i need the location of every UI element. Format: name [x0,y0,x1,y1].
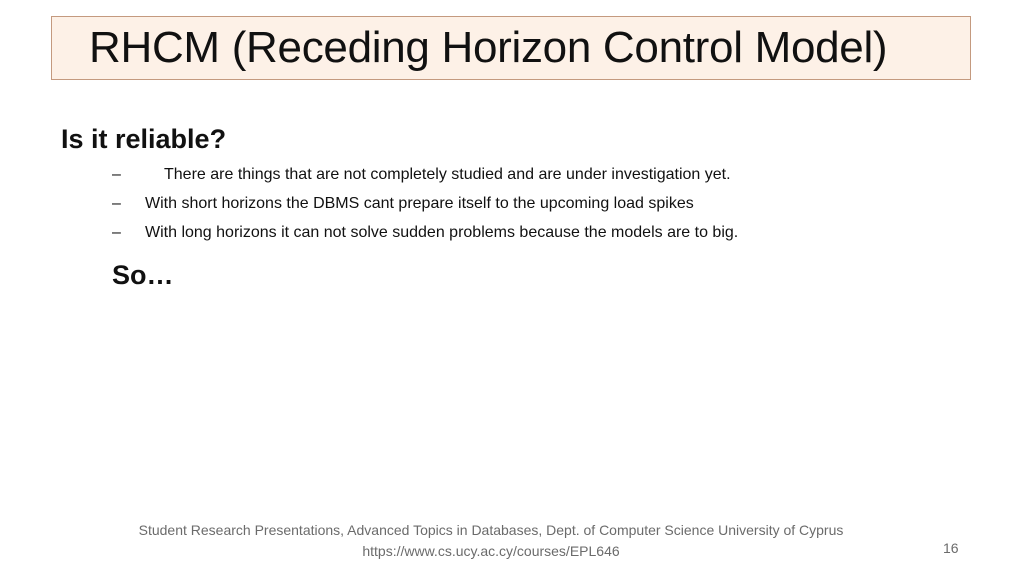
bullet-dash: – [112,224,121,241]
conclusion-text: So… [112,260,174,290]
footer-credit: Student Research Presentations, Advanced Topics in Databases, Dept. of Computer Science University of Cyprus [138,522,844,538]
bullet-item [0,166,1024,192]
slide-title-box [51,16,971,80]
bullet-dash: – [112,195,121,212]
footer-url: https://www.cs.ucy.ac.cy/courses/EPL646 [362,543,620,559]
bullet-text: With short horizons the DBMS cant prepare itself to the upcoming load spikes [145,195,694,212]
page-number: 16 [943,540,959,556]
bullet-dash: – [112,166,121,183]
section-heading: Is it reliable? [61,124,227,154]
bullet-item [0,195,1024,221]
footer [96,520,886,562]
bullet-item [0,224,1024,250]
slide-title: RHCM (Receding Horizon Control Model) [89,23,888,72]
bullet-text: There are things that are not completely studied and are under investigation yet. [164,166,731,183]
bullet-text: With long horizons it can not solve sudden problems because the models are to big. [145,224,739,241]
